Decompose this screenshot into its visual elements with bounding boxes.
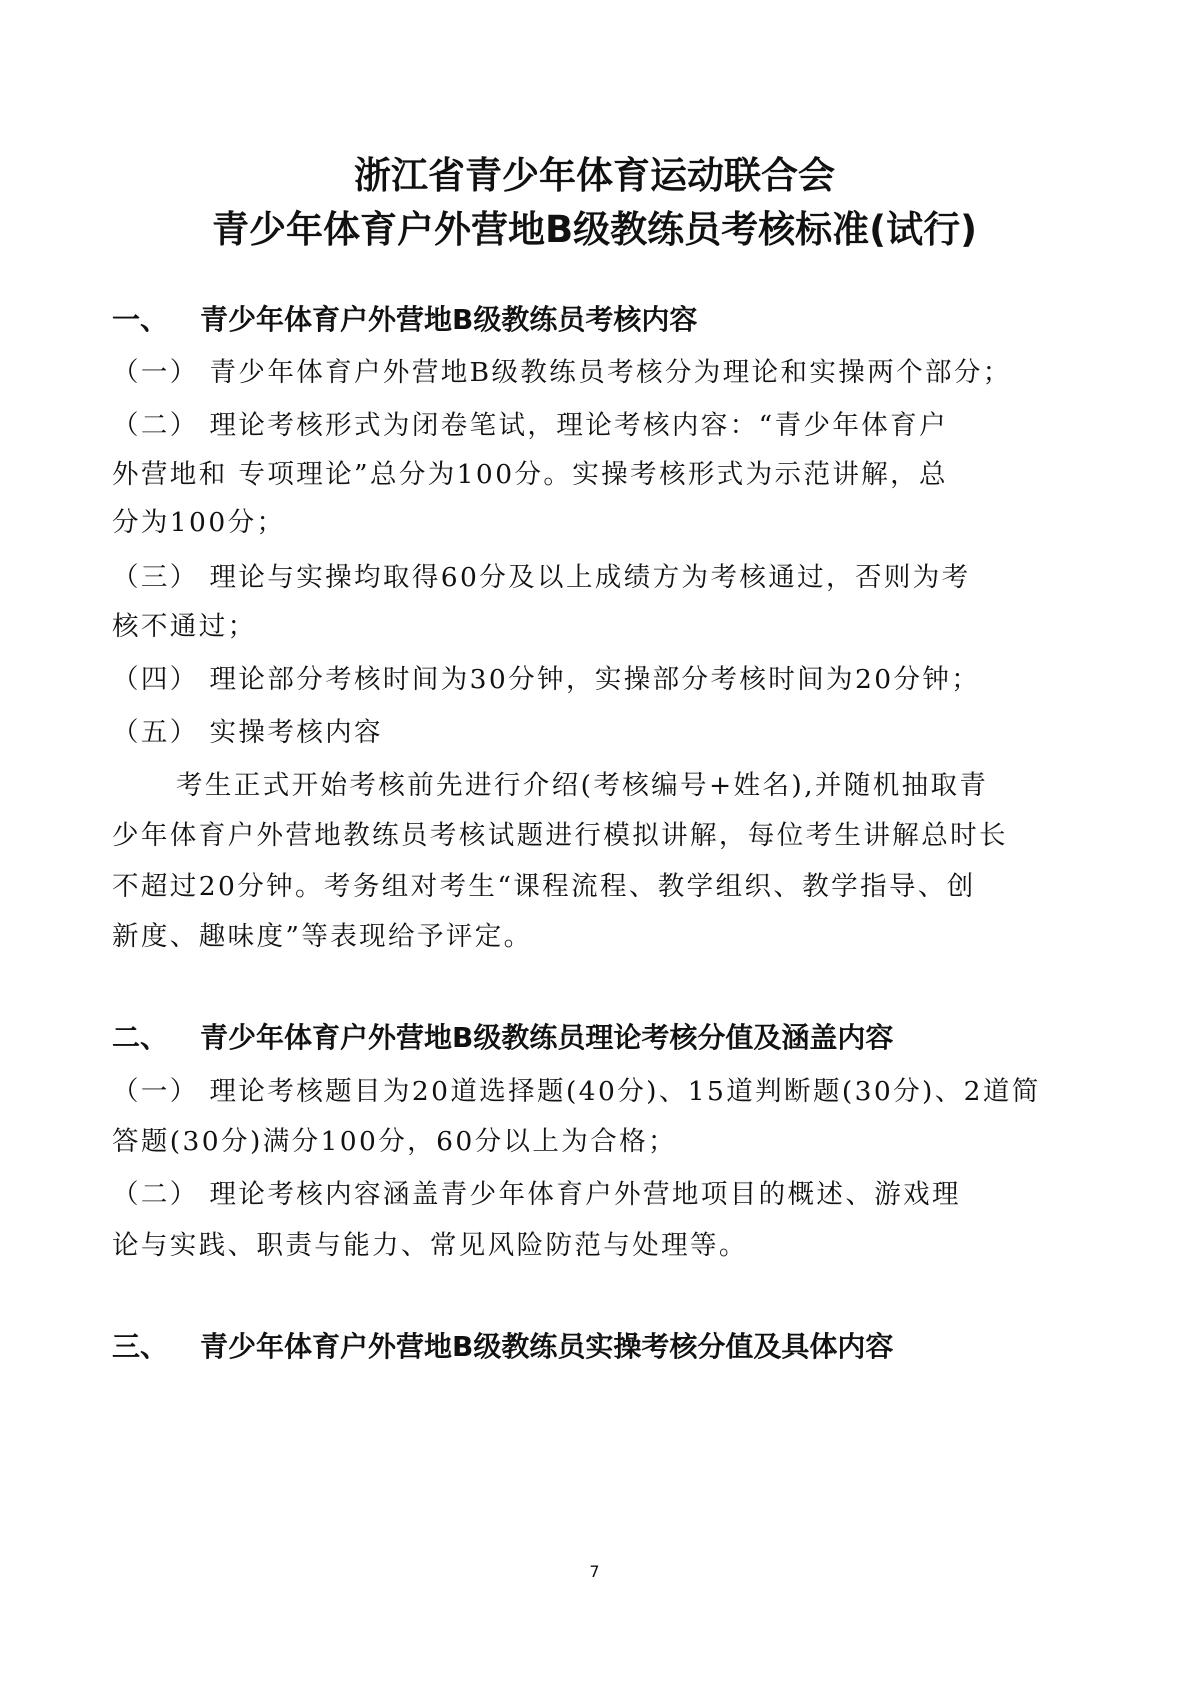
section-1-heading [112, 298, 697, 338]
paragraph-line: 考生正式开始考核前先进行介绍(考核编号+姓名),并随机抽取青 [176, 770, 989, 801]
section-2-title: 青少年体育户外营地B级教练员理论考核分值及涵盖内容 [200, 1021, 894, 1054]
paragraph-line: （四） 理论部分考核时间为30分钟，实操部分考核时间为20分钟； [112, 664, 981, 695]
paragraph-line: 分为100分； [112, 507, 286, 538]
paragraph-line: （三） 理论与实操均取得60分及以上成绩方为考核通过，否则为考 [112, 562, 971, 593]
section-3-title: 青少年体育户外营地B级教练员实操考核分值及具体内容 [200, 1330, 894, 1363]
paragraph-line: 论与实践、职责与能力、常见风险防范与处理等。 [112, 1230, 748, 1261]
section-1-number: 一、 [112, 303, 169, 336]
paragraph-line: 新度、趣味度”等表现给予评定。 [112, 921, 533, 952]
paragraph-line: （二） 理论考核内容涵盖青少年体育户外营地项目的概述、游戏理 [112, 1179, 961, 1210]
section-1-title: 青少年体育户外营地B级教练员考核内容 [200, 303, 698, 336]
paragraph-line: 核不通过； [112, 611, 257, 642]
paragraph-line: 少年体育户外营地教练员考核试题进行模拟讲解，每位考生讲解总时长 [112, 820, 1008, 851]
paragraph-line: 外营地和 专项理论”总分为100分。实操考核形式为示范讲解，总 [112, 459, 948, 490]
title-line-1: 浙江省青少年体育运动联合会 [354, 154, 835, 197]
paragraph-line: （五） 实操考核内容 [112, 717, 383, 748]
section-2-number: 二、 [112, 1021, 169, 1054]
section-3-number: 三、 [112, 1330, 169, 1363]
paragraph-line: 不超过20分钟。考务组对考生“课程流程、教学组织、教学指导、创 [112, 871, 976, 902]
paragraph-line: （一） 青少年体育户外营地B级教练员考核分为理论和实操两个部分； [112, 357, 1012, 388]
page-number: 7 [589, 1562, 600, 1581]
paragraph-line: 答题(30分)满分100分，60分以上为合格； [112, 1126, 677, 1157]
section-2-heading [112, 1016, 893, 1056]
section-3-heading [112, 1325, 893, 1365]
paragraph-line: （一） 理论考核题目为20道选择题(40分)、15道判断题(30分)、2道简 [112, 1076, 1041, 1107]
title-line-2: 青少年体育户外营地B级教练员考核标准(试行) [211, 208, 978, 251]
paragraph-line: （二） 理论考核形式为闭卷笔试，理论考核内容：“青少年体育户 [112, 410, 948, 441]
